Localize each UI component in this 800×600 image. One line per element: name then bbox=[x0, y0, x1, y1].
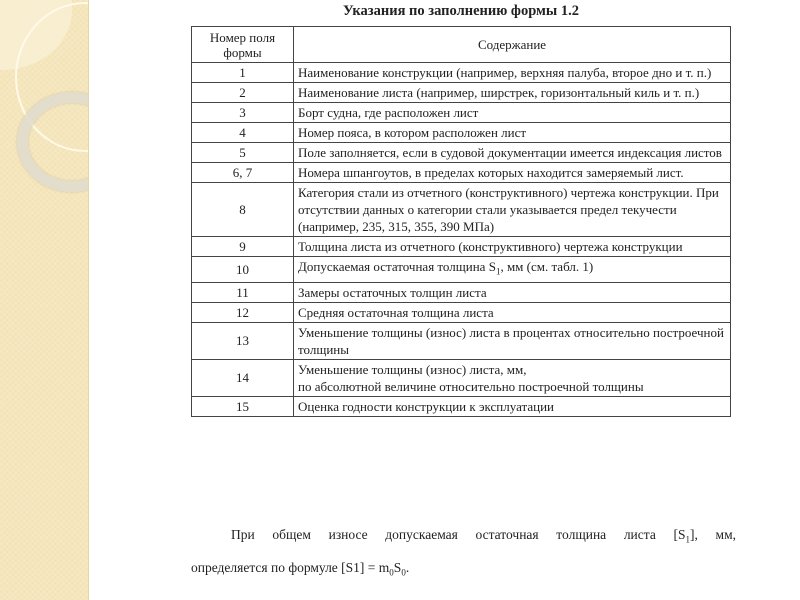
field-number: 4 bbox=[192, 123, 294, 143]
table-row bbox=[192, 63, 731, 83]
field-description: Средняя остаточная толщина листа bbox=[294, 302, 731, 322]
field-description: Категория стали из отчетного (конструктивного) чертежа конструкции. При отсутствии данных о категории стали указывается предел текучести (например, 235, 315, 355, 390 МПа) bbox=[294, 183, 731, 237]
table-row bbox=[192, 237, 731, 257]
field-description: Наименование конструкции (например, верхняя палуба, второе дно и т. п.) bbox=[294, 63, 731, 83]
field-description: Номера шпангоутов, в пределах которых находится замеряемый лист. bbox=[294, 163, 731, 183]
field-number: 9 bbox=[192, 237, 294, 257]
field-number: 3 bbox=[192, 103, 294, 123]
table-row bbox=[192, 282, 731, 302]
text-part: . bbox=[405, 559, 410, 575]
header-field-number: Номер поля формы bbox=[192, 27, 294, 63]
table-row bbox=[192, 143, 731, 163]
text-line: по абсолютной величине относительно построечной толщины bbox=[298, 378, 644, 394]
table-header-row bbox=[192, 27, 731, 63]
table-row bbox=[192, 359, 731, 396]
table-row bbox=[192, 163, 731, 183]
text-part: Допускаемая остаточная толщина S bbox=[298, 259, 496, 274]
field-number: 1 bbox=[192, 63, 294, 83]
table-row bbox=[192, 322, 731, 359]
header-content: Содержание bbox=[294, 27, 731, 63]
table-row bbox=[192, 123, 731, 143]
field-number: 15 bbox=[192, 396, 294, 416]
text-line: Уменьшение толщины (износ) листа, мм, bbox=[298, 361, 527, 377]
paragraph-line-1 bbox=[191, 521, 736, 554]
field-description: Борт судна, где расположен лист bbox=[294, 103, 731, 123]
text-part: ], мм, bbox=[690, 527, 736, 542]
formula-paragraph bbox=[191, 521, 736, 586]
table-row bbox=[192, 183, 731, 237]
page-title: Указания по заполнению формы 1.2 bbox=[342, 3, 580, 19]
field-description bbox=[294, 359, 731, 396]
field-description: Уменьшение толщины (износ) листа в процентах относительно построечной толщины bbox=[294, 322, 731, 359]
table-row bbox=[192, 396, 731, 416]
field-description: Наименование листа (например, ширстрек, горизонтальный киль и т. п.) bbox=[294, 83, 731, 103]
field-number: 12 bbox=[192, 302, 294, 322]
field-number: 2 bbox=[192, 83, 294, 103]
table-row bbox=[192, 302, 731, 322]
text-part: S bbox=[393, 559, 402, 575]
subscript: 0 bbox=[389, 567, 394, 578]
field-description: Толщина листа из отчетного (конструктивного) чертежа конструкции bbox=[294, 237, 731, 257]
subscript: 1 bbox=[685, 534, 690, 545]
field-description bbox=[294, 257, 731, 283]
text-part: При общем износе допускаемая остаточная толщина листа [S bbox=[231, 527, 686, 542]
subscript: 0 bbox=[401, 567, 406, 578]
text-part: , мм (см. табл. 1) bbox=[500, 259, 594, 274]
field-description: Номер пояса, в котором расположен лист bbox=[294, 123, 731, 143]
form-instructions-table bbox=[191, 26, 731, 417]
subscript: 1 bbox=[495, 266, 501, 277]
field-description: Оценка годности конструкции к эксплуатации bbox=[294, 396, 731, 416]
field-number: 11 bbox=[192, 282, 294, 302]
table-row bbox=[192, 83, 731, 103]
field-number: 5 bbox=[192, 143, 294, 163]
field-number: 13 bbox=[192, 322, 294, 359]
paragraph-line-2 bbox=[191, 554, 736, 587]
field-description: Поле заполняется, если в судовой документации имеется индексация листов bbox=[294, 143, 731, 163]
field-number: 6, 7 bbox=[192, 163, 294, 183]
field-number: 10 bbox=[192, 257, 294, 283]
table-row bbox=[192, 103, 731, 123]
text-part: определяется по формуле [S1] = m bbox=[191, 559, 390, 575]
table-row bbox=[192, 257, 731, 283]
field-number: 14 bbox=[192, 359, 294, 396]
field-description: Замеры остаточных толщин листа bbox=[294, 282, 731, 302]
decorative-side-strip bbox=[0, 0, 89, 600]
field-number: 8 bbox=[192, 183, 294, 237]
